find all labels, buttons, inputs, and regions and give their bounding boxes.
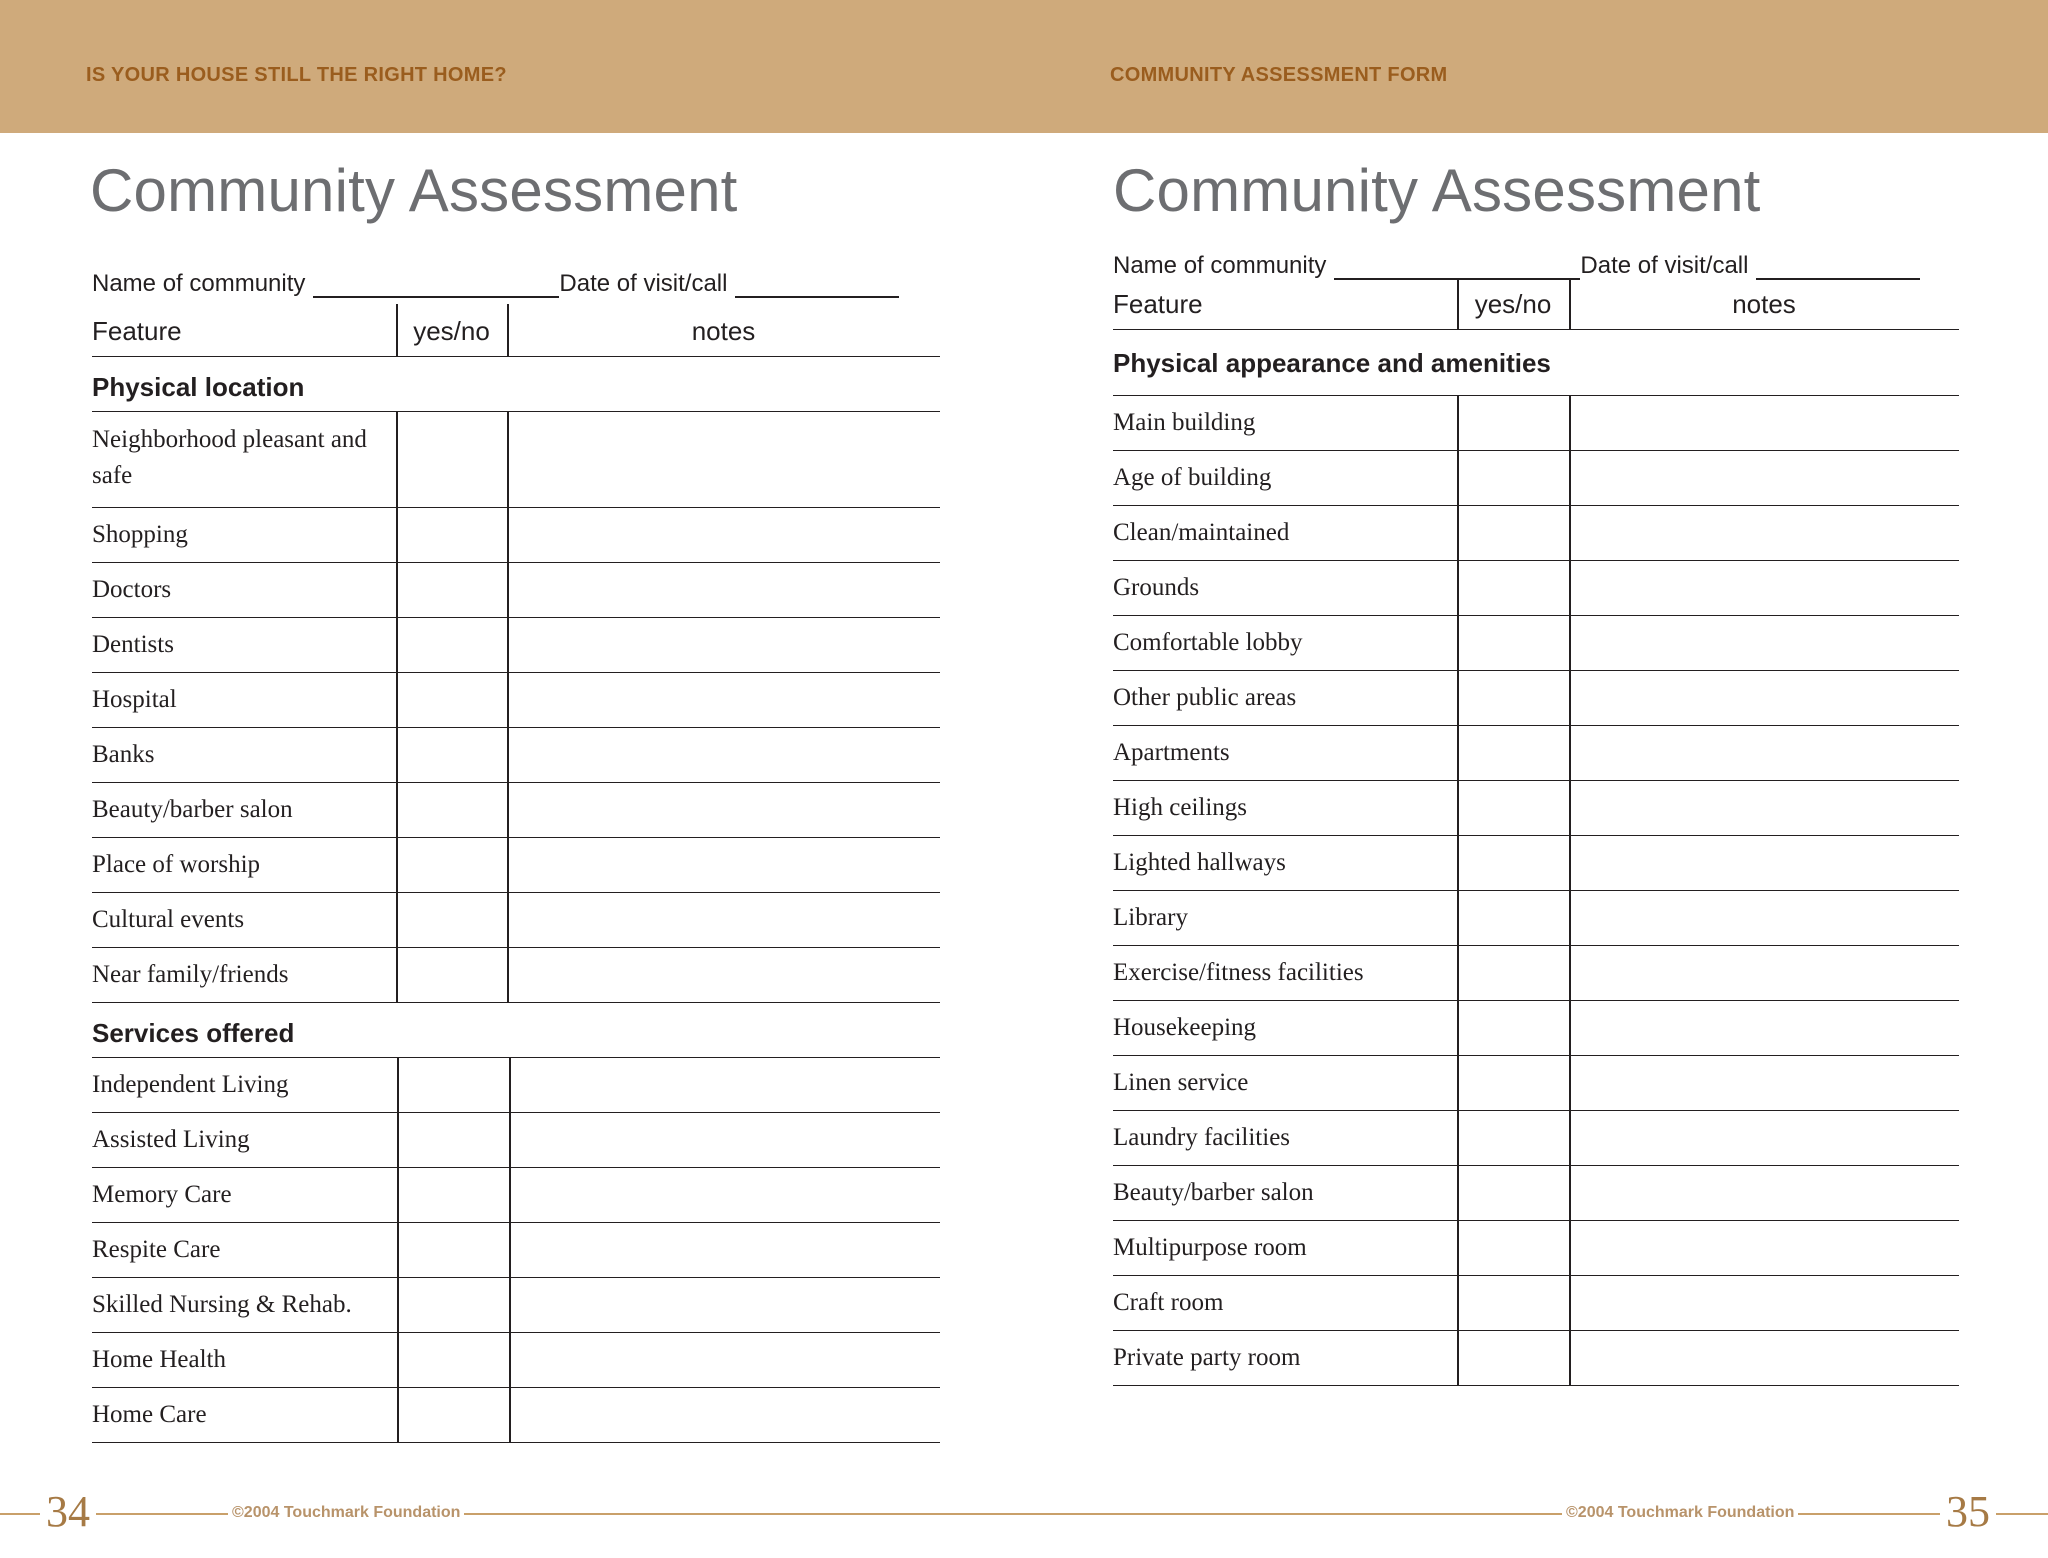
yesno-cell[interactable]	[1459, 1221, 1569, 1275]
copyright-right: ©2004 Touchmark Foundation	[1562, 1504, 1798, 1522]
meta-line-right	[1113, 252, 1920, 280]
table-row	[92, 893, 940, 948]
col-feature: Feature	[1113, 289, 1203, 319]
notes-cell[interactable]	[511, 1388, 940, 1442]
table-row	[1113, 781, 1959, 836]
table-row	[92, 673, 940, 728]
yesno-cell[interactable]	[1459, 451, 1569, 505]
yesno-cell[interactable]	[1459, 1111, 1569, 1165]
yesno-cell[interactable]	[398, 948, 507, 1002]
table-row	[1113, 396, 1959, 451]
meta-line-left	[92, 270, 899, 298]
notes-cell[interactable]	[1571, 891, 1959, 945]
notes-cell[interactable]	[511, 1058, 940, 1112]
section-title: Physical appearance and amenities	[1113, 348, 1551, 378]
table-row	[1113, 726, 1959, 781]
yesno-cell[interactable]	[398, 563, 507, 617]
page-title-left: Community Assessment	[90, 157, 738, 224]
notes-cell[interactable]	[1571, 1331, 1959, 1385]
copyright-left: ©2004 Touchmark Foundation	[228, 1504, 464, 1522]
table-row	[92, 618, 940, 673]
community-name-field[interactable]	[1334, 256, 1580, 280]
yesno-cell[interactable]	[398, 673, 507, 727]
section-rows	[1113, 396, 1959, 1386]
feature-label: Craft room	[1113, 1289, 1224, 1316]
yesno-cell[interactable]	[1459, 781, 1569, 835]
table-row	[1113, 1331, 1959, 1386]
table-row	[1113, 561, 1959, 616]
visit-date-field[interactable]	[735, 274, 899, 298]
feature-label: Other public areas	[1113, 684, 1297, 711]
yesno-cell[interactable]	[399, 1278, 509, 1332]
feature-label: Near family/friends	[92, 961, 289, 988]
table-row	[1113, 1001, 1959, 1056]
community-name-label: Name of community	[92, 270, 306, 297]
yesno-cell[interactable]	[1459, 616, 1569, 670]
yesno-cell[interactable]	[1459, 1276, 1569, 1330]
col-notes: notes	[691, 316, 756, 346]
yesno-cell[interactable]	[1459, 1001, 1569, 1055]
table-row	[92, 783, 940, 838]
notes-cell[interactable]	[511, 1113, 940, 1167]
notes-cell[interactable]	[1571, 1276, 1959, 1330]
yesno-cell[interactable]	[398, 412, 507, 507]
feature-label: Home Care	[92, 1401, 207, 1428]
yesno-cell[interactable]	[1459, 561, 1569, 615]
yesno-cell[interactable]	[399, 1388, 509, 1442]
table-row	[1113, 1166, 1959, 1221]
feature-label: Grounds	[1113, 574, 1200, 601]
feature-label: Laundry facilities	[1113, 1124, 1291, 1151]
col-notes: notes	[1732, 289, 1796, 319]
page-number-left: 34	[40, 1488, 96, 1536]
notes-cell[interactable]	[1571, 671, 1959, 725]
table-row	[1113, 1111, 1959, 1166]
yesno-cell[interactable]	[398, 783, 507, 837]
yesno-cell[interactable]	[1459, 1166, 1569, 1220]
yesno-cell[interactable]	[399, 1058, 509, 1112]
feature-label: Beauty/barber salon	[1113, 1179, 1314, 1206]
table-row	[1113, 946, 1959, 1001]
notes-cell[interactable]	[509, 948, 940, 1002]
yesno-cell[interactable]	[1459, 1056, 1569, 1110]
yesno-cell[interactable]	[399, 1333, 509, 1387]
notes-cell[interactable]	[509, 893, 940, 947]
notes-cell[interactable]	[1571, 561, 1959, 615]
notes-cell[interactable]	[1571, 726, 1959, 780]
page-number-right: 35	[1940, 1488, 1996, 1536]
feature-label: Age of building	[1113, 464, 1272, 491]
yesno-cell[interactable]	[398, 838, 507, 892]
yesno-cell[interactable]	[1459, 891, 1569, 945]
form-right	[1113, 278, 1959, 1386]
feature-label: Private party room	[1113, 1344, 1301, 1371]
notes-cell[interactable]	[1571, 506, 1959, 560]
table-row	[92, 1168, 940, 1223]
feature-label: Comfortable lobby	[1113, 629, 1303, 656]
notes-cell[interactable]	[509, 412, 940, 507]
visit-date-label: Date of visit/call	[1580, 252, 1749, 279]
table-row	[1113, 451, 1959, 506]
feature-label: Doctors	[92, 576, 172, 603]
feature-label: High ceilings	[1113, 794, 1248, 821]
col-yesno: yes/no	[1474, 289, 1552, 319]
feature-label: Main building	[1113, 409, 1256, 436]
feature-label: Linen service	[1113, 1069, 1249, 1096]
feature-label: Shopping	[92, 521, 188, 548]
feature-label: Housekeeping	[1113, 1014, 1257, 1041]
yesno-cell[interactable]	[399, 1113, 509, 1167]
section-heading	[92, 357, 940, 412]
feature-label: Apartments	[1113, 739, 1230, 766]
feature-label: Library	[1113, 904, 1188, 931]
community-name-field[interactable]	[313, 274, 559, 298]
table-row	[92, 948, 940, 1003]
feature-label: Home Health	[92, 1346, 226, 1373]
feature-label: Multipurpose room	[1113, 1234, 1307, 1261]
notes-cell[interactable]	[509, 618, 940, 672]
feature-label: Respite Care	[92, 1236, 221, 1263]
notes-cell[interactable]	[1571, 451, 1959, 505]
notes-cell[interactable]	[509, 563, 940, 617]
feature-label: Skilled Nursing & Rehab.	[92, 1291, 352, 1318]
notes-cell[interactable]	[509, 728, 940, 782]
col-feature: Feature	[92, 316, 182, 346]
yesno-cell[interactable]	[1459, 1331, 1569, 1385]
running-head-left: IS YOUR HOUSE STILL THE RIGHT HOME?	[86, 64, 507, 86]
table-row	[1113, 1221, 1959, 1276]
table-row	[92, 1278, 940, 1333]
feature-label: Exercise/fitness facilities	[1113, 959, 1364, 986]
community-name-label: Name of community	[1113, 252, 1327, 279]
section-heading	[92, 1003, 940, 1058]
yesno-cell[interactable]	[399, 1223, 509, 1277]
feature-label: Assisted Living	[92, 1126, 250, 1153]
page-title-right: Community Assessment	[1113, 157, 1761, 224]
yesno-cell[interactable]	[1459, 726, 1569, 780]
section-heading	[1113, 330, 1959, 396]
table-row	[92, 1223, 940, 1278]
feature-label: Clean/maintained	[1113, 519, 1290, 546]
feature-label: Place of worship	[92, 851, 261, 878]
feature-label: Neighborhood pleasant and safe	[92, 426, 367, 489]
yesno-cell[interactable]	[1459, 671, 1569, 725]
table-row	[1113, 1276, 1959, 1331]
notes-cell[interactable]	[511, 1223, 940, 1277]
table-row	[1113, 616, 1959, 671]
table-row	[92, 1113, 940, 1168]
column-header-row	[1113, 278, 1959, 330]
yesno-cell[interactable]	[1459, 506, 1569, 560]
yesno-cell[interactable]	[398, 508, 507, 562]
notes-cell[interactable]	[1571, 1166, 1959, 1220]
feature-label: Lighted hallways	[1113, 849, 1286, 876]
notes-cell[interactable]	[1571, 1111, 1959, 1165]
feature-label: Banks	[92, 741, 155, 768]
notes-cell[interactable]	[509, 673, 940, 727]
running-head-right: COMMUNITY ASSESSMENT FORM	[1110, 64, 1448, 86]
table-row	[1113, 671, 1959, 726]
notes-cell[interactable]	[1571, 1001, 1959, 1055]
table-row	[92, 728, 940, 783]
yesno-cell[interactable]	[398, 893, 507, 947]
section-rows	[92, 412, 940, 1003]
table-row	[92, 1058, 940, 1113]
table-row	[92, 1388, 940, 1443]
notes-cell[interactable]	[1571, 946, 1959, 1000]
notes-cell[interactable]	[509, 508, 940, 562]
notes-cell[interactable]	[1571, 836, 1959, 890]
notes-cell[interactable]	[1571, 616, 1959, 670]
yesno-cell[interactable]	[398, 618, 507, 672]
table-row	[1113, 836, 1959, 891]
feature-label: Cultural events	[92, 906, 245, 933]
notes-cell[interactable]	[1571, 1221, 1959, 1275]
notes-cell[interactable]	[1571, 396, 1959, 450]
table-row	[92, 1333, 940, 1388]
col-yesno: yes/no	[413, 316, 490, 346]
notes-cell[interactable]	[511, 1333, 940, 1387]
feature-label: Beauty/barber salon	[92, 796, 293, 823]
table-row	[1113, 506, 1959, 561]
column-header-row	[92, 304, 940, 357]
yesno-cell[interactable]	[1459, 836, 1569, 890]
yesno-cell[interactable]	[1459, 396, 1569, 450]
table-row	[1113, 1056, 1959, 1111]
visit-date-field[interactable]	[1756, 256, 1920, 280]
table-row	[92, 838, 940, 893]
notes-cell[interactable]	[509, 783, 940, 837]
section-rows	[92, 1058, 940, 1443]
notes-cell[interactable]	[1571, 781, 1959, 835]
yesno-cell[interactable]	[398, 728, 507, 782]
feature-label: Dentists	[92, 631, 174, 658]
notes-cell[interactable]	[509, 838, 940, 892]
yesno-cell[interactable]	[1459, 946, 1569, 1000]
yesno-cell[interactable]	[399, 1168, 509, 1222]
table-row	[92, 412, 940, 508]
feature-label: Hospital	[92, 686, 177, 713]
visit-date-label: Date of visit/call	[559, 270, 728, 297]
table-row	[1113, 891, 1959, 946]
table-row	[92, 508, 940, 563]
feature-label: Memory Care	[92, 1181, 232, 1208]
notes-cell[interactable]	[1571, 1056, 1959, 1110]
notes-cell[interactable]	[511, 1278, 940, 1332]
section-title: Services offered	[92, 1018, 295, 1048]
section-title: Physical location	[92, 372, 305, 402]
form-left	[92, 304, 940, 1443]
feature-label: Independent Living	[92, 1071, 289, 1098]
notes-cell[interactable]	[511, 1168, 940, 1222]
table-row	[92, 563, 940, 618]
